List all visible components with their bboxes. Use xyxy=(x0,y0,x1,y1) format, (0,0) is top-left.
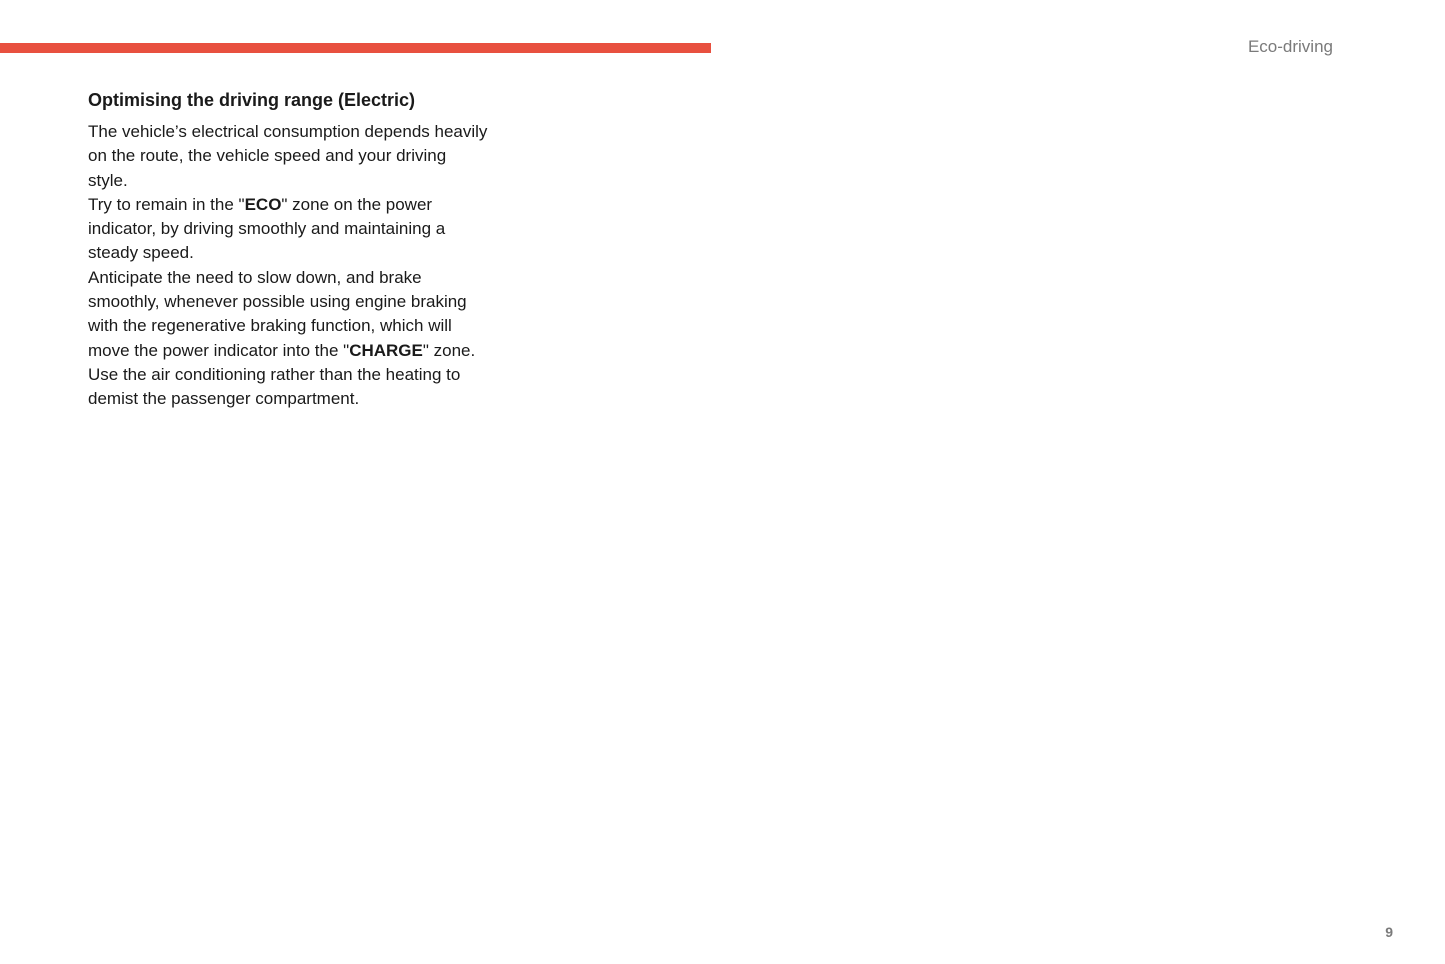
accent-bar xyxy=(0,43,711,53)
page-number: 9 xyxy=(1385,924,1393,940)
paragraph-text: Try to remain in the " xyxy=(88,194,245,214)
paragraph-text: " zone. xyxy=(422,340,476,360)
section-header: Eco-driving xyxy=(1247,37,1333,56)
paragraph-text: " zone on the power indicator, by driving smoothly and maintaining a steady speed. xyxy=(88,194,446,263)
eco-label: ECO xyxy=(244,194,282,214)
charge-label: CHARGE xyxy=(349,340,423,360)
paragraph-braking xyxy=(88,266,488,363)
paragraph-text: Anticipate the need to slow down, and brake smoothly, whenever possible using engine braking with the regenerative braking function, which will move the power indicator into the " xyxy=(88,267,467,360)
paragraph-consumption: The vehicle’s electrical consumption depends heavily on the route, the vehicle speed and your driving style. xyxy=(88,122,488,190)
main-content xyxy=(88,88,488,412)
paragraph-eco-zone xyxy=(88,193,488,266)
section-heading: Optimising the driving range (Electric) xyxy=(88,90,416,110)
paragraph-air-conditioning: Use the air conditioning rather than the heating to demist the passenger compartment. xyxy=(88,364,461,409)
